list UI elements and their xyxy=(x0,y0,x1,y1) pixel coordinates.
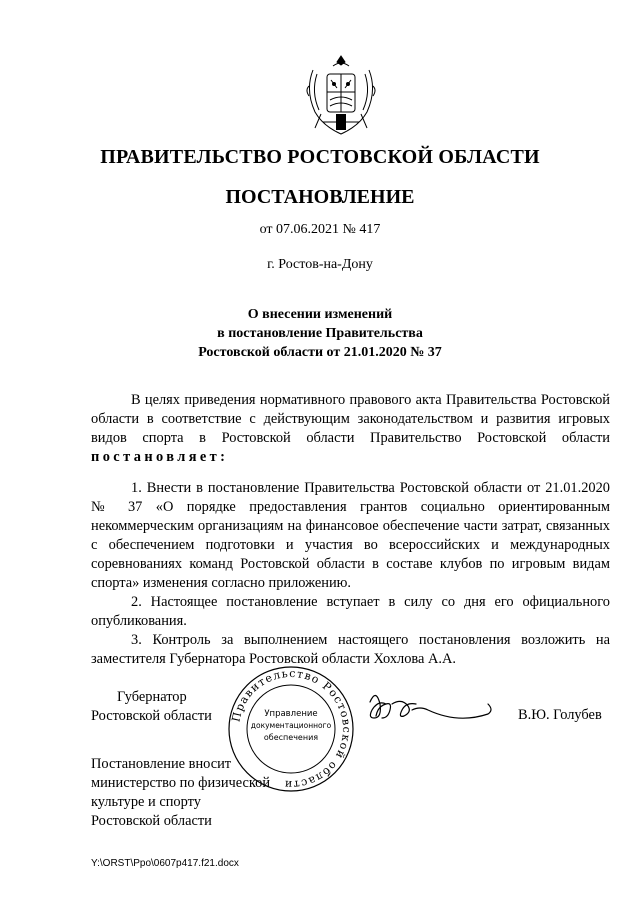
handwritten-signature xyxy=(364,680,494,740)
submitter-line: Ростовской области xyxy=(91,813,212,829)
stamp-inner-line: Управление xyxy=(264,709,318,719)
submitter-line: Постановление вносит xyxy=(91,756,232,772)
document-type: ПОСТАНОВЛЕНИЕ xyxy=(225,186,415,208)
subject-line: Ростовской области от 21.01.2020 № 37 xyxy=(198,345,442,360)
intro-paragraph xyxy=(91,391,610,467)
intro-text: В целях приведения нормативного правового акта Правительства Ростовской области в соответствие с действующим законодательством и развития игровых видов спорта в Ростовской области Правительство Ростовской области xyxy=(91,392,610,446)
subject-line: О внесении изменений xyxy=(247,307,393,322)
resolves-word: постановляет: xyxy=(91,449,229,465)
file-path-footer: Y:\ORST\Ppo\0607p417.f21.docx xyxy=(91,858,239,869)
stamp-inner-line: документационного xyxy=(250,721,332,730)
city: г. Ростов-на-Дону xyxy=(267,257,373,272)
resolution-item-2: 2. Настоящее постановление вступает в силу со дня его официального опубликования. xyxy=(91,594,610,629)
date-and-number: от 07.06.2021 № 417 xyxy=(259,222,381,237)
signatory-title-line: Ростовской области xyxy=(91,708,212,724)
signatory-title-line: Губернатор xyxy=(117,689,187,705)
resolution-item-1: 1. Внести в постановление Правительства Ростовской области от 21.01.2020 № 37 «О порядке предоставления грантов социально ориентированным некоммерческим организациям на финансовое обеспечение части затрат, связанных с обеспечением подготовки и участия во всероссийских и международных соревнованиях команд Ростовской области в составе клубов по игровым видам спорта» изменения согласно приложению. xyxy=(91,480,610,591)
document-subject xyxy=(0,305,640,362)
submitter-line: министерство по физической xyxy=(91,775,271,791)
signatory-title xyxy=(91,688,212,726)
coat-of-arms-icon xyxy=(303,52,379,138)
stamp-outer-text: Правительство Ростовской области xyxy=(229,666,354,792)
signatory-name: В.Ю. Голубев xyxy=(518,707,602,723)
submitting-body xyxy=(91,755,311,831)
resolution-item-3: 3. Контроль за выполнением настоящего постановления возложить на заместителя Губернатора Ростовской области Хохлова А.А. xyxy=(91,632,610,667)
government-title: ПРАВИТЕЛЬСТВО РОСТОВСКОЙ ОБЛАСТИ xyxy=(100,146,540,168)
subject-line: в постановление Правительства xyxy=(217,326,423,341)
submitter-line: культуре и спорту xyxy=(91,794,201,810)
stamp-inner-line: обеспечения xyxy=(263,733,319,742)
resolution-items xyxy=(91,479,610,669)
